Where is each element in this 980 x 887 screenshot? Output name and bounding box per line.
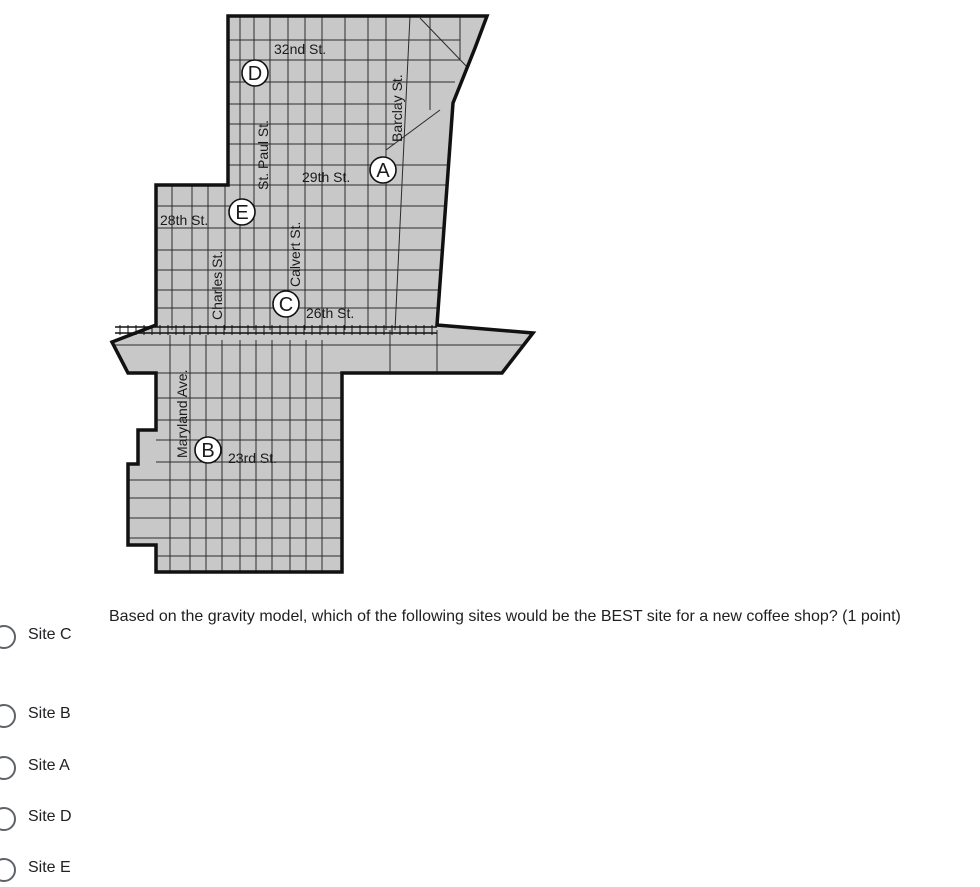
- option-label-site-c: Site C: [28, 626, 72, 643]
- svg-text:B: B: [201, 440, 215, 462]
- street-label-29th: 29th St.: [302, 169, 351, 185]
- site-marker-c: [273, 291, 299, 317]
- street-label-charles: Charles St.: [209, 250, 225, 320]
- street-label-26th: 26th St.: [306, 305, 355, 321]
- street-label-maryland: Maryland Ave.: [174, 369, 190, 458]
- radio-button-site-d[interactable]: [0, 807, 16, 831]
- radio-button-site-a[interactable]: [0, 756, 16, 780]
- radio-button-site-e[interactable]: [0, 858, 16, 882]
- option-label-site-e: Site E: [28, 859, 71, 876]
- street-label-32nd: 32nd St.: [274, 41, 327, 57]
- site-marker-a: [370, 157, 396, 183]
- svg-text:A: A: [376, 160, 390, 182]
- site-marker-b: [195, 437, 221, 463]
- radio-button-site-b[interactable]: [0, 704, 16, 728]
- option-label-site-a: Site A: [28, 757, 70, 774]
- svg-text:C: C: [278, 294, 294, 316]
- svg-text:E: E: [235, 202, 249, 224]
- radio-button-site-c[interactable]: [0, 625, 16, 649]
- site-marker-e: [229, 199, 255, 225]
- option-label-site-d: Site D: [28, 808, 72, 825]
- svg-text:D: D: [247, 63, 263, 85]
- street-label-barclay: Barclay St.: [389, 74, 405, 142]
- option-label-site-b: Site B: [28, 705, 71, 722]
- site-marker-d: [242, 60, 268, 86]
- street-label-st-paul: St. Paul St.: [255, 119, 271, 190]
- street-label-23rd: 23rd St.: [228, 450, 278, 466]
- street-label-calvert: Calvert St.: [287, 221, 303, 287]
- question-text: Based on the gravity model, which of the following sites would be the BEST site for a new coffee shop? (1 point): [109, 608, 901, 625]
- street-label-28th: 28th St.: [160, 212, 209, 228]
